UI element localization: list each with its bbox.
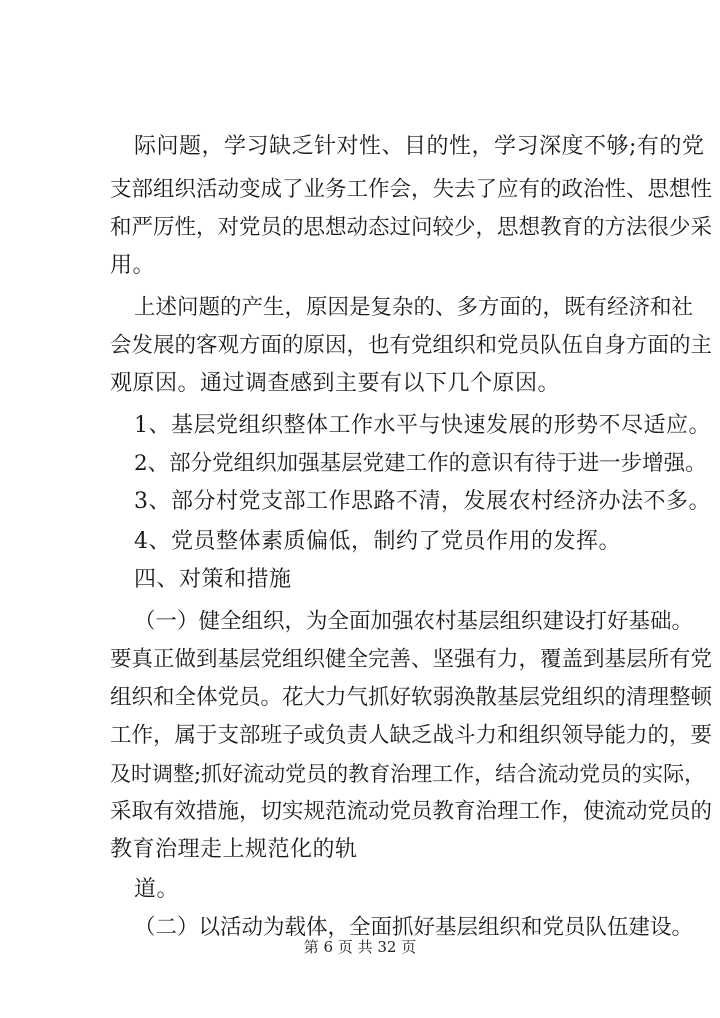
- section-heading: 四、对策和措施: [134, 567, 292, 592]
- text-line: 及时调整;抓好流动党员的教育治理工作，结合流动党员的实际，: [110, 762, 706, 786]
- text-line: 教育治理走上规范化的轨: [110, 837, 358, 862]
- text-line: 观原因。通过调查感到主要有以下几个原因。: [110, 371, 561, 396]
- subsection-heading: （一）健全组织，为全面加强农村基层组织建设打好基础。: [134, 609, 694, 634]
- text-line: 组织和全体党员。花大力气抓好软弱涣散基层党组织的清理整顿: [110, 685, 713, 710]
- text-line: 和严厉性，对党员的思想动态过问较少，思想教育的方法很少采: [110, 215, 713, 240]
- text-line: 采取有效措施，切实规范流动党员教育治理工作，使流动党员的: [110, 799, 713, 824]
- page-number-footer: 第 6 页 共 32 页: [303, 938, 417, 956]
- text-line: 用。: [110, 253, 156, 278]
- text-line: 要真正做到基层党组织健全完善、坚强有力，覆盖到基层所有党: [110, 647, 713, 672]
- text-line: 1、基层党组织整体工作水平与快速发展的形势不尽适应。: [134, 413, 711, 438]
- text-line: 4、党员整体素质偏低，制约了党员作用的发挥。: [134, 529, 621, 554]
- text-line: 工作，属于支部班子或负责人缺乏战斗力和组织领导能力的，要: [110, 723, 713, 748]
- subsection-heading: （二）以活动为载体，全面抓好基层组织和党员队伍建设。: [134, 915, 694, 940]
- text-line: 会发展的客观方面的原因，也有党组织和党员队伍自身方面的主: [110, 333, 713, 358]
- text-line: 3、部分村党支部工作思路不清，发展农村经济办法不多。: [134, 489, 711, 514]
- text-line: 道。: [134, 877, 180, 902]
- text-line: 支部组织活动变成了业务工作会，失去了应有的政治性、思想性: [110, 177, 713, 202]
- text-line: 2、部分党组织加强基层党建工作的意识有待于进一步增强。: [134, 451, 707, 476]
- text-line: 际问题，学习缺乏针对性、目的性，学习深度不够;有的党: [134, 134, 705, 159]
- text-line: 上述问题的产生，原因是复杂的、多方面的，既有经济和社: [134, 295, 694, 320]
